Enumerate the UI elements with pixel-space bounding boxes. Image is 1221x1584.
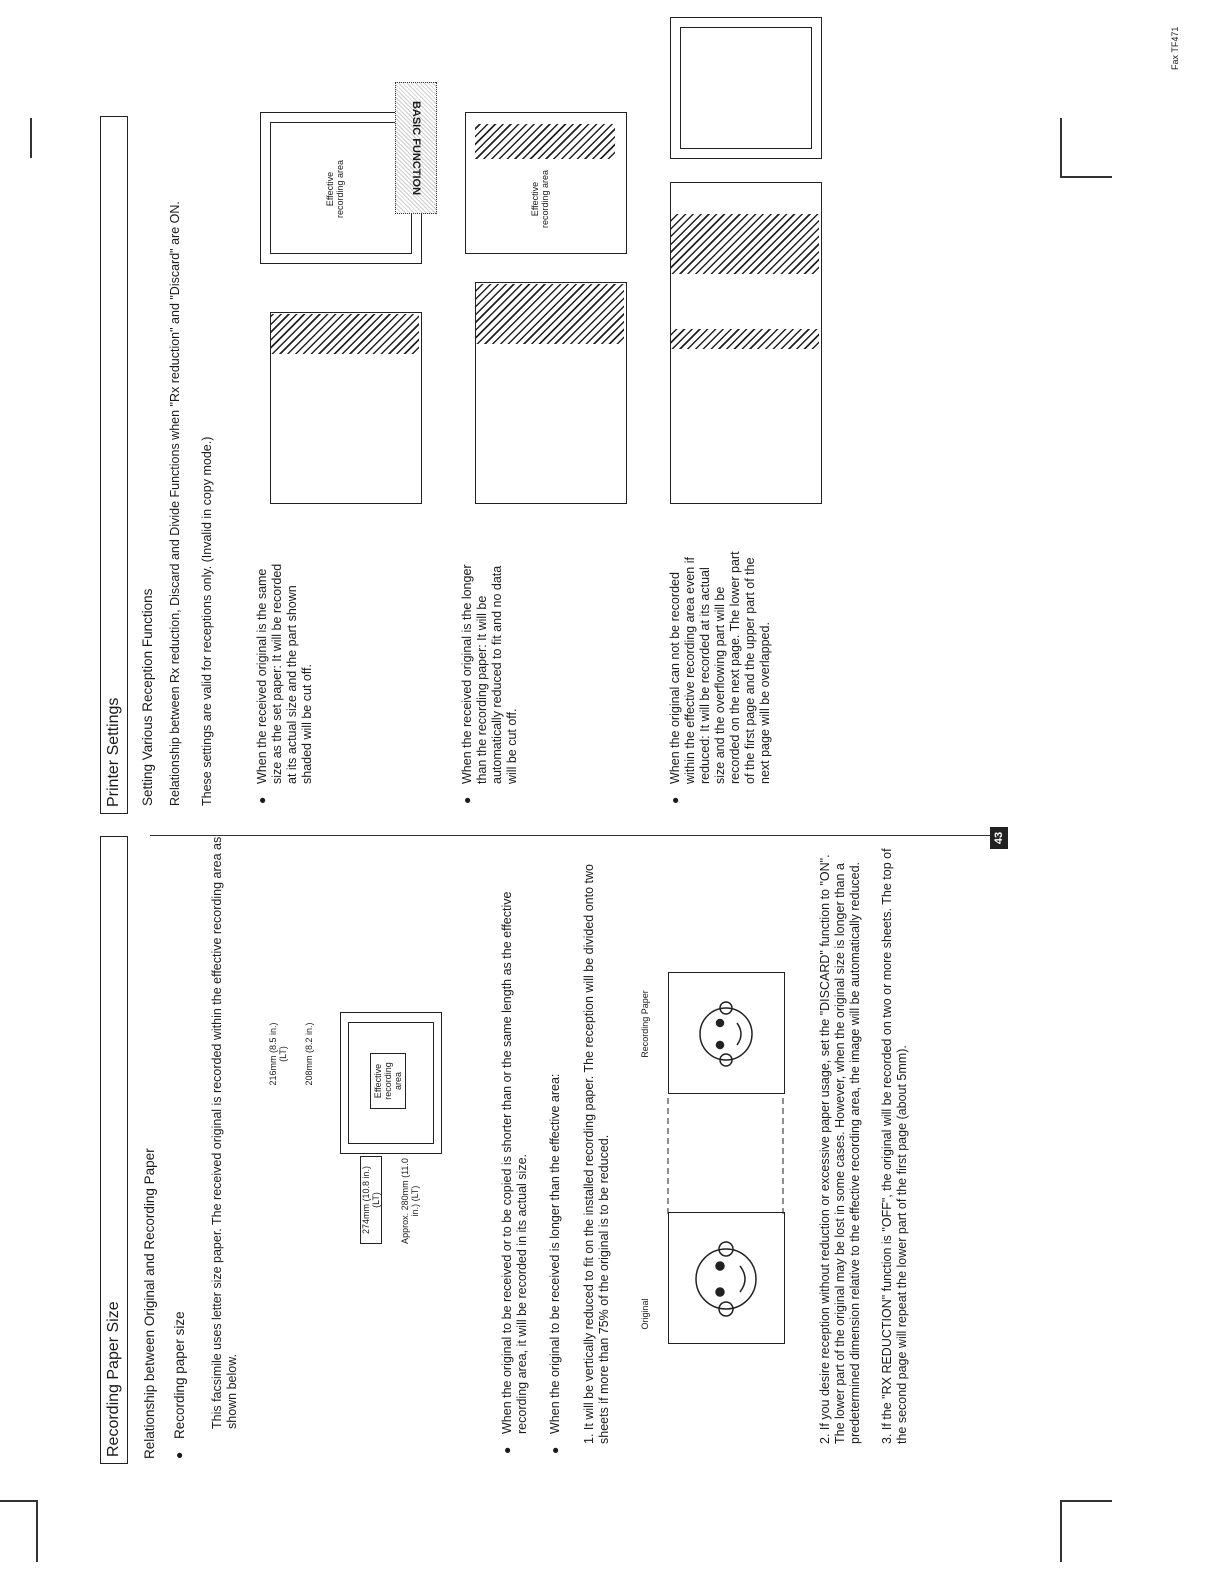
height-total-label: 274mm (10.8 in.) (LT) [360, 1156, 382, 1244]
case-2-fig-text: Effective recording area [530, 169, 550, 229]
left-column [0, 814, 1221, 1484]
height-effective-label: Approx. 280mm (11.0 in.) (LT) [400, 1158, 420, 1244]
corner-label: Fax TF471 [1170, 26, 1180, 70]
shorter-original-bullet: ● When the original to be received or to be copied is shorter than or the same length as the effective recording area, it will be recorded in its actual size. [500, 844, 530, 1434]
case-3-overflow-1 [671, 329, 819, 349]
case-3-text: ● When the original can not be recorded within the effective recording area even if reduced: It will be recorded at its actual size and the overflowing part will be recorded on the next page. The lower part of the first page and the upper part of the next page will be overlapped. [668, 544, 773, 784]
case-3-next-area [680, 27, 812, 149]
original-face-icon [696, 1242, 756, 1316]
case-2-reduced [475, 124, 615, 159]
case-3-figure [660, 104, 920, 524]
case-2-figure [455, 114, 625, 524]
item-3: 3. If the "RX REDUCTION" function is "OFF", the original will be recorded on two or more sheets. The top of the second page will repeat the lower part of the first page (about 5mm). [880, 848, 909, 1444]
width-total-label: 216mm (8.5 in.) (LT) [268, 1022, 288, 1086]
recording-sheet [668, 972, 785, 1094]
left-heading: Relationship between Original and Recording Paper [142, 1148, 157, 1459]
right-tab-title: Printer Settings [100, 116, 128, 814]
fig-recording-label: Recording Paper [640, 990, 650, 1058]
case-1-text: ● When the received original is the same size as the set paper: It will be recorded at its actual size and the part shown shaded will be cut off. [255, 554, 315, 784]
width-effective-label: 208mm (8.2 in.) [304, 1022, 314, 1086]
fig-original-label: Original [640, 1298, 650, 1330]
basic-function-tab: BASIC FUNCTION [395, 82, 437, 214]
reduction-figure [640, 944, 790, 1364]
right-intro-2: These settings are valid for receptions only. (Invalid in copy mode.) [200, 436, 214, 806]
paper-dimension-figure [260, 1014, 440, 1244]
right-column [0, 94, 1221, 814]
effective-area-label: Effective recording area [370, 1053, 406, 1109]
case-1-cut-off [271, 314, 419, 354]
right-intro: Relationship between Rx reduction, Discard and Divide Functions when "Rx reduction" and "Discard" are ON. [168, 201, 182, 806]
case-2-text: ● When the received original is the longer than the recording paper: It will be automatically reduced to fit and no data will be cut off. [460, 554, 520, 784]
item-2: 2. If you desire reception without reduction or excessive paper usage, set the "DISCARD" function to "ON". The lower part of the original may be lost in some cases. However, when the original size is longer than a predetermined dimension relative to the effective recording area, the image will be automatically reduced. [818, 854, 862, 1444]
left-tab-title: Recording Paper Size [100, 836, 128, 1464]
case-1-fig-text: Effective recording area [325, 159, 345, 219]
page-number: 43 [990, 827, 1008, 849]
left-intro: This facsimile uses letter size paper. The received original is recorded within the effective recording area as shown below. [210, 836, 239, 1429]
case-2-extra [476, 284, 624, 344]
column-divider [150, 835, 990, 836]
recording-paper-size-bullet: ● Recording paper size [172, 1311, 187, 1439]
case-3-overflow-2 [671, 214, 819, 274]
right-heading: Setting Various Reception Functions [140, 588, 155, 806]
item-1: 1. It will be vertically reduced to fit on the installed recording paper. The reception will be divided onto two sheets if more than 75% of the original is to be reduced. [582, 864, 611, 1444]
longer-original-bullet: ● When the original to be received is longer than the effective area: [548, 844, 563, 1434]
